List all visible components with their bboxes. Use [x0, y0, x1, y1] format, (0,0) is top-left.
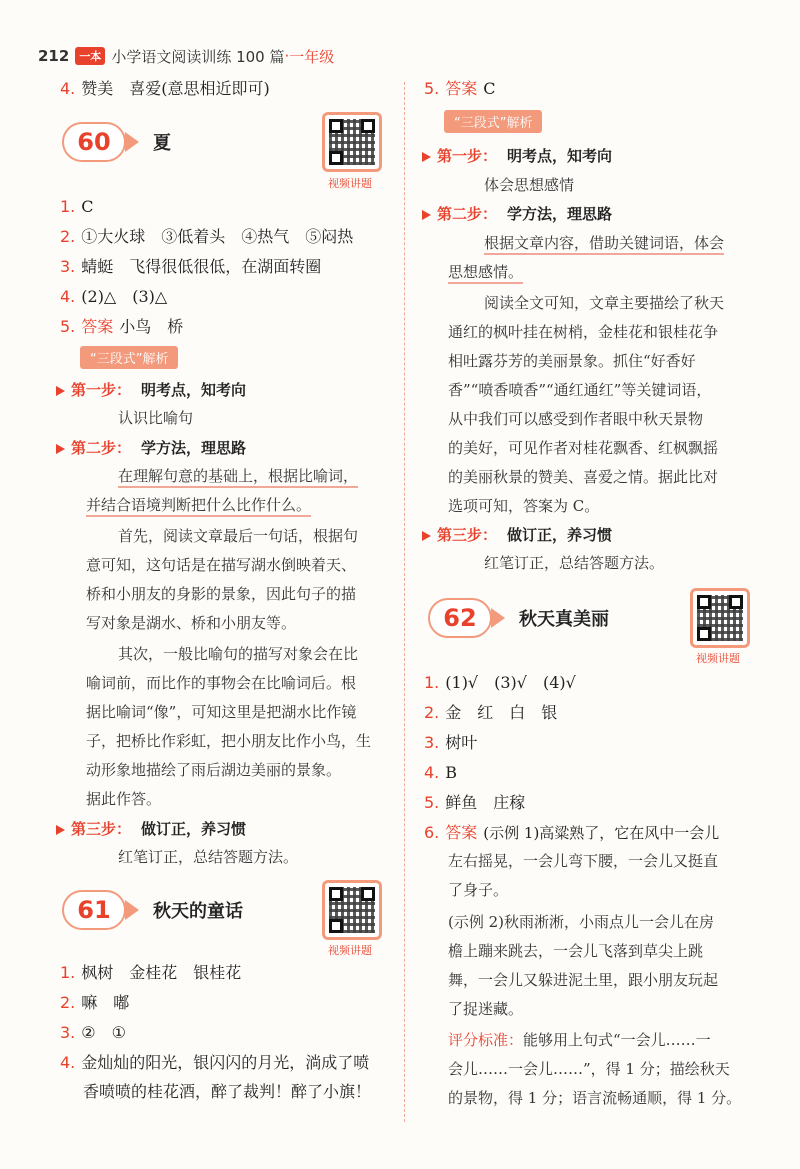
analysis-tag: “三段式”解析 [444, 110, 542, 133]
answer-6-line: (示例 2)秋雨淅淅，小雨点儿一会儿在房 [448, 913, 715, 931]
answer-3: 3. 蜻蜓 飞得很低很低，在湖面转圈 [60, 257, 322, 276]
badge-arrow-icon [491, 608, 505, 628]
answer-4-cont: 香喷喷的桂花酒，醉了裁判！醉了小旗！ [83, 1082, 372, 1101]
paragraph-line: 从中我们可以感受到作者眼中秋天景物 [448, 410, 704, 428]
section-61-heading [62, 888, 243, 932]
paragraph-line: 据此作答。 [86, 790, 162, 808]
answer-3: 3. 树叶 [424, 733, 478, 752]
section-number-badge: 60 [62, 122, 126, 162]
paragraph-line: 的美丽秋景的赞美、喜爱之情。据此比对 [448, 468, 719, 486]
step-3-text: 红笔订正，总结答题方法。 [484, 554, 665, 572]
answer-4: 4. B [424, 763, 458, 782]
badge-arrow-icon [125, 132, 139, 152]
step-2-key-cont: 思想感情。 [448, 258, 523, 287]
paragraph-line: 首先，阅读文章最后一句话，根据句 [118, 527, 359, 545]
paragraph-line: 喻词前，而比作的事物会在比喻词后。根 [86, 674, 357, 692]
paragraph-line: 选项可知，答案为 C。 [448, 497, 600, 515]
qr-code-icon[interactable] [690, 588, 750, 648]
step-1: 第一步： 明考点，知考向 [422, 142, 612, 170]
answer-5: 5. 鲜鱼 庄稼 [424, 793, 526, 812]
section-title: 夏 [153, 133, 171, 154]
paragraph-line: 通红的枫叶挂在树梢，金桂花和银桂花争 [448, 323, 719, 341]
grading-line: 会儿……一会儿……”，得 1 分；描绘秋天 [448, 1060, 730, 1078]
brand-badge: 一本 [75, 47, 105, 65]
step-2: 第二步： 学方法，理思路 [56, 434, 246, 462]
step-1-text: 认识比喻句 [118, 409, 194, 427]
grading-criteria: 评分标准：能够用上句式“一会儿……一 [448, 1031, 711, 1049]
paragraph-line: 子，把桥比作彩虹，把小朋友比作小鸟，生 [86, 732, 372, 750]
step-3-text: 红笔订正，总结答题方法。 [118, 848, 299, 866]
answer-5: 5. 答案 小鸟 桥 [60, 317, 184, 336]
qr-code-icon[interactable] [322, 880, 382, 940]
step-2: 第二步： 学方法，理思路 [422, 200, 612, 228]
qr-label: 视频讲题 [328, 177, 372, 190]
answer-2: 2. ①大火球 ③低着头 ④热气 ⑤闷热 [60, 227, 354, 246]
paragraph-line: 其次，一般比喻句的描写对象会在比 [118, 645, 359, 663]
section-number-badge: 61 [62, 890, 126, 930]
badge-arrow-icon [125, 900, 139, 920]
paragraph-line: 动形象地描绘了雨后湖边美丽的景象。 [86, 761, 342, 779]
section-62-heading [428, 596, 609, 640]
column-divider [404, 82, 405, 1122]
section-number-badge: 62 [428, 598, 492, 638]
section-title: 秋天真美丽 [519, 609, 609, 630]
step-2-key-cont: 并结合语境判断把什么比作什么。 [86, 491, 311, 520]
book-title: 小学语文阅读训练 100 篇 [111, 47, 285, 66]
book-grade: 一年级 [289, 47, 335, 66]
answer-3: 3. ② ① [60, 1023, 126, 1042]
analysis-tag: “三段式”解析 [80, 346, 178, 369]
qr-label: 视频讲题 [696, 652, 740, 665]
step-2-key: 根据文章内容，借助关键词语，体会 [484, 229, 724, 258]
page-header [38, 44, 334, 68]
paragraph-line: 意可知，这句话是在描写湖水倒映着天、 [86, 556, 357, 574]
answer-6-line: 了捉迷藏。 [448, 1000, 524, 1018]
step-3: 第三步： 做订正，养习惯 [422, 521, 612, 549]
section-60-heading [62, 120, 171, 164]
qr-code-icon[interactable] [322, 112, 382, 172]
paragraph-line: 的美好，可见作者对桂花飘香、红枫飘摇 [448, 439, 719, 457]
paragraph-line: 阅读全文可知，文章主要描绘了秋天 [484, 294, 725, 312]
answer-6-line: 了身子。 [448, 881, 509, 899]
answer-1: 1. 枫树 金桂花 银桂花 [60, 963, 242, 982]
grading-line: 的景物，得 1 分；语言流畅通顺，得 1 分。 [448, 1089, 742, 1107]
paragraph-line: 桥和小朋友的身影的景象，因此句子的描 [86, 585, 357, 603]
answer-6-line: 檐上蹦来跳去，一会儿飞落到草尖上跳 [448, 942, 704, 960]
answer-6: 6. 答案 (示例 1)高粱熟了，它在风中一会儿 [424, 823, 720, 842]
answer-4: 4. (2)△ (3)△ [60, 287, 168, 306]
paragraph-line: 据比喻词“像”，可知这里是把湖水比作镜 [86, 703, 357, 721]
section-title: 秋天的童话 [153, 901, 243, 922]
step-1-text: 体会思想感情 [484, 176, 575, 194]
paragraph-line: 相吐露芬芳的美丽景象。抓住“好香好 [448, 352, 696, 370]
title-separator: · [284, 47, 290, 65]
step-3: 第三步： 做订正，养习惯 [56, 815, 246, 843]
answer-4: 4. 金灿灿的阳光，银闪闪的月光，淌成了喷 [60, 1053, 370, 1072]
answer-6-line: 左右摇晃，一会儿弯下腰，一会儿又挺直 [448, 852, 719, 870]
answer-2: 2. 嘛 嘟 [60, 993, 130, 1012]
answer-2: 2. 金 红 白 银 [424, 703, 558, 722]
answer-1: 1. C [60, 197, 94, 216]
page-number: 212 [38, 47, 70, 65]
prev-answer-4: 4. 赞美 喜爱(意思相近即可) [60, 79, 270, 98]
answer-6-line: 舞，一会儿又躲进泥土里，跟小朋友玩起 [448, 971, 719, 989]
step-2-key: 在理解句意的基础上，根据比喻词， [118, 462, 358, 491]
paragraph-line: 香”“喷香喷香”“通红通红”等关键词语， [448, 381, 712, 399]
qr-label: 视频讲题 [328, 944, 372, 957]
step-1: 第一步： 明考点，知考向 [56, 376, 246, 404]
paragraph-line: 写对象是湖水、桥和小朋友等。 [86, 614, 297, 632]
answer-5: 5. 答案 C [424, 79, 496, 98]
answer-1: 1. (1)√ (3)√ (4)√ [424, 673, 576, 692]
